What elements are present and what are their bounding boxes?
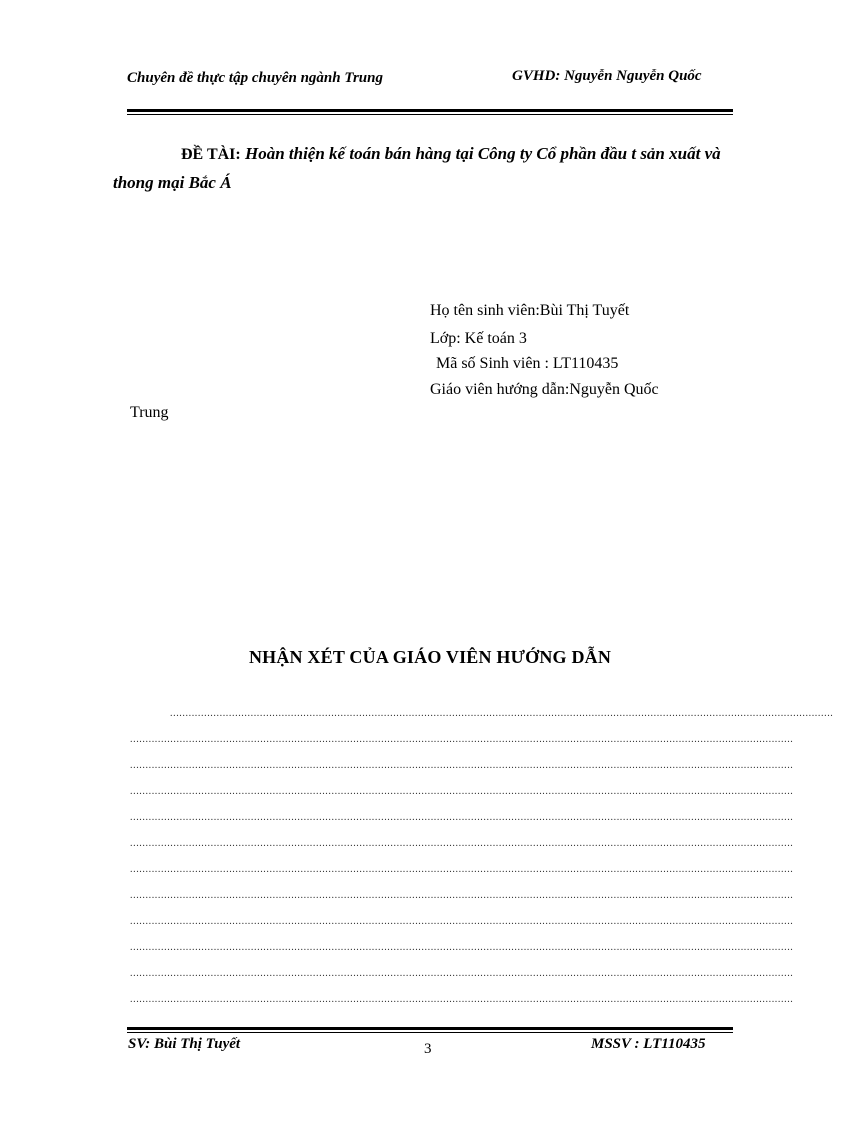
thesis-title (113, 140, 738, 197)
comment-line: ...................................................................................................................................................................................................................... (130, 864, 794, 875)
student-id: Mã số Sinh viên : LT110435 (436, 355, 619, 372)
comment-line: ...................................................................................................................................................................................................................... (170, 708, 834, 719)
thesis-title-topic: Hoàn thiện kế toán bán hàng tại Công ty Cổ phần đầu t sản xuất và thong mại Bắc Á (113, 144, 721, 192)
page-number: 3 (424, 1041, 432, 1057)
supervisor-line: Giáo viên hướng dẫn:Nguyễn Quốc (430, 381, 659, 398)
student-name: Họ tên sinh viên:Bùi Thị Tuyết (430, 302, 630, 319)
comment-line: ...................................................................................................................................................................................................................... (130, 786, 794, 797)
comment-line: ...................................................................................................................................................................................................................... (130, 760, 794, 771)
comment-line: ...................................................................................................................................................................................................................... (130, 916, 794, 927)
comments-section-title: NHẬN XÉT CỦA GIÁO VIÊN HƯỚNG DẪN (248, 647, 612, 667)
comment-line: ...................................................................................................................................................................................................................... (130, 812, 794, 823)
comment-line: ...................................................................................................................................................................................................................... (130, 968, 794, 979)
comment-line: ...................................................................................................................................................................................................................... (130, 734, 794, 745)
supervisor-line-continued: Trung (130, 404, 169, 421)
header-supervisor: GVHD: Nguyễn Nguyễn Quốc (512, 68, 702, 84)
footer-student-name: SV: Bùi Thị Tuyết (128, 1036, 241, 1052)
student-class: Lớp: Kế toán 3 (430, 330, 527, 347)
footer-student-id: MSSV : LT110435 (591, 1036, 706, 1052)
comment-line: ...................................................................................................................................................................................................................... (130, 942, 794, 953)
header-rule (127, 109, 733, 115)
header-course-title: Chuyên đề thực tập chuyên ngành Trung (127, 70, 383, 86)
footer-rule (127, 1027, 733, 1033)
thesis-title-label: ĐỀ TÀI: (181, 146, 241, 163)
comment-line: ...................................................................................................................................................................................................................... (130, 890, 794, 901)
comment-line: ...................................................................................................................................................................................................................... (130, 838, 794, 849)
comment-line: ...................................................................................................................................................................................................................... (130, 994, 794, 1005)
